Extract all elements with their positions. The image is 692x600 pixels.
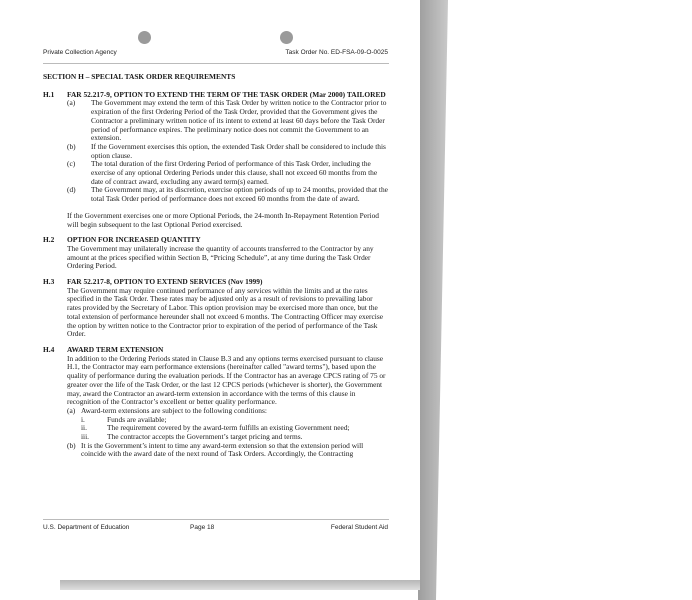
item-label: (c) <box>67 159 76 169</box>
page-shadow-right <box>418 0 448 600</box>
list-item <box>67 143 388 160</box>
footer-right: Federal Student Aid <box>330 524 388 531</box>
clause-h1 <box>43 91 388 230</box>
item-label: (d) <box>67 185 76 195</box>
clause-items <box>67 99 388 203</box>
clause-h3 <box>43 278 388 339</box>
item-text: It is the Government’s intent to time any award-term extension so that the extension period will coincide with the award date of the next round of Task Orders. Accordingly, the Contracting <box>81 440 364 459</box>
item-text: Funds are available; <box>107 414 167 424</box>
item-text: If the Government exercises this option, the extended Task Order shall be considered to include this option clause. <box>91 141 386 160</box>
sub-item-b <box>67 442 388 459</box>
clause-h4 <box>43 346 388 459</box>
item-label: (a) <box>67 98 76 108</box>
header-left: Private Collection Agency <box>43 49 117 56</box>
header-right: Task Order No. ED-FSA-09-O-0025 <box>285 49 388 56</box>
clause-text: In addition to the Ordering Periods stated in Clause B.3 and any options terms exercised pursuant to clause H.1, the Contractor may earn performance extensions (hereinafter called "award terms"), based upon the quality of performance during the evaluation periods. If the Contractor has an average CPCS rating of 75 or greater over the life of the Task Order, or the last 12 CPCS periods (whichever is shorter), the Government may, award the Contractor an award-term extension in accordance with the terms of this clause in recognition of the Contractor’s excellent or better quality performance. <box>67 353 386 407</box>
clause-h2 <box>43 236 388 271</box>
item-text: The requirement covered by the award-term fulfills an existing Government need; <box>107 423 350 433</box>
punch-hole-left <box>138 31 151 44</box>
clause-title: AWARD TERM EXTENSION <box>67 344 164 354</box>
item-label: iii. <box>81 432 90 442</box>
footer-left: U.S. Department of Education <box>43 524 130 531</box>
footer-page-number: Page 18 <box>190 524 215 531</box>
document-body <box>43 73 388 466</box>
item-label: (b) <box>67 141 76 151</box>
clause-number: H.1 <box>43 89 55 99</box>
clause-text: The Government may require continued performance of any services within the limits and at the rates specified in the Task Order. These rates may be adjusted only as a result of revisions to prevailing labor rates provided by the Secretary of Labor. This option provision may be exercised more than once, but the total extension of performance hereunder shall not exceed 6 months. The Contracting Officer may exercise the option by written notice to the Contractor prior to expiration of the period of performance of the Task Order. <box>67 285 383 339</box>
clause-title: FAR 52.217-8, OPTION TO EXTEND SERVICES (Nov 1999) <box>67 277 263 287</box>
item-text: The Government may, at its discretion, exercise option periods of up to 24 months, provided that the total Task Order period of performance does not exceed 60 months from the date of award. <box>91 185 388 204</box>
clause-number: H.2 <box>43 235 55 245</box>
clause-number: H.3 <box>43 277 55 287</box>
item-label: i. <box>81 414 85 424</box>
item-label: (b) <box>67 440 76 450</box>
list-item <box>67 99 388 143</box>
section-title: SECTION H – SPECIAL TASK ORDER REQUIREMENTS <box>43 72 236 81</box>
item-label: (a) <box>67 405 76 415</box>
clause-closing-paragraph: If the Government exercises one or more Optional Periods, the 24-month In-Repayment Retention Period will begin subsequent to the last Optional Period exercised. <box>67 210 379 229</box>
clause-title: FAR 52.217-9, OPTION TO EXTEND THE TERM OF THE TASK ORDER (Mar 2000) TAILORED <box>67 89 386 99</box>
clause-title: OPTION FOR INCREASED QUANTITY <box>67 235 201 245</box>
list-item <box>67 160 388 186</box>
item-text: The total duration of the first Ordering Period of performance of this Task Order, including the exercise of any optional Ordering Periods under this clause, shall not exceed 60 months from the date of contract award, excluding any award term(s) earned. <box>91 159 378 186</box>
item-text: Award-term extensions are subject to the following conditions: <box>81 405 267 415</box>
clause-body <box>67 355 388 459</box>
punch-hole-right <box>280 31 293 44</box>
clause-text: The Government may unilaterally increase the quantity of accounts transferred to the Contractor by any amount at the prices specified within Section B, “Pricing Schedule”, at any time during the Task Order Ordering Period. <box>67 243 374 271</box>
footer-rule <box>43 519 389 520</box>
item-label: ii. <box>81 423 87 433</box>
clause-number: H.4 <box>43 344 55 354</box>
item-text: The contractor accepts the Government’s target pricing and terms. <box>107 432 303 442</box>
header-rule <box>43 63 389 64</box>
item-text: The Government may extend the term of this Task Order by written notice to the Contractor prior to expiration of the first Ordering Period of the Task Order, provided that the Government gives the Contractor a preliminary written notice of its intent to extend at least 60 days before the Task Order period of performance expires. The preliminary notice does not commit the Government to an extension. <box>91 98 387 143</box>
list-item <box>67 186 388 203</box>
